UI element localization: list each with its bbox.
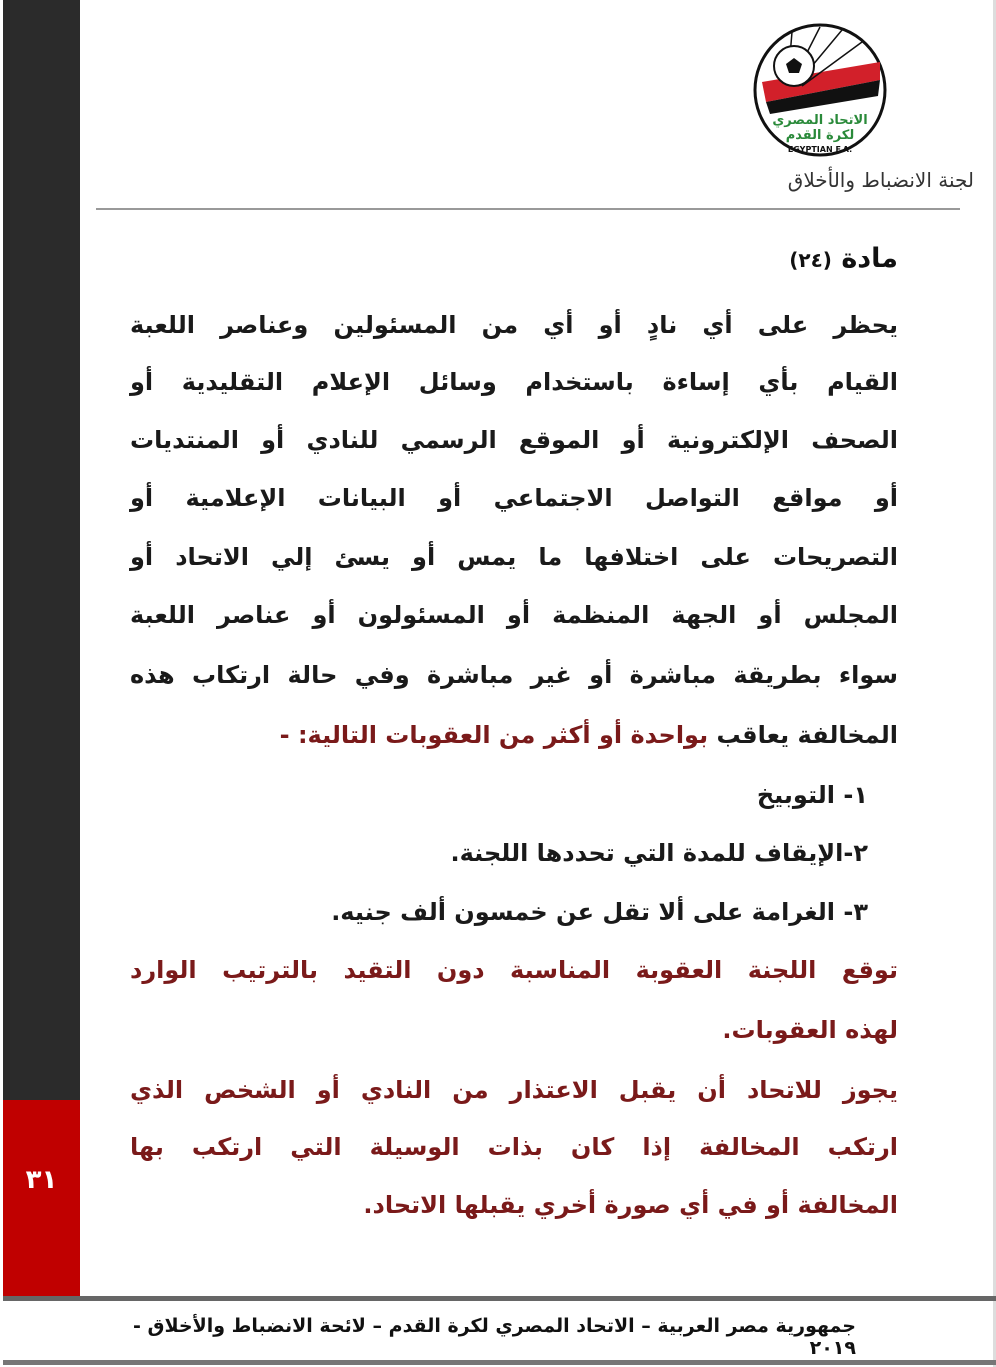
body-line: يحظر على أي نادٍ أو أي من المسئولين وعناصر اللعبة: [130, 311, 898, 339]
body-line: القيام بأي إساءة باستخدام وسائل الإعلام التقليدية أو: [130, 368, 898, 396]
body-line: المجلس أو الجهة المنظمة أو المسئولون أو عناصر اللعبة: [130, 601, 898, 629]
committee-name: لجنة الانضباط والأخلاق: [787, 168, 974, 192]
footer-divider-bottom: [3, 1360, 996, 1365]
footer-divider-top: [3, 1296, 996, 1301]
body-line-red: يجوز للاتحاد أن يقبل الاعتذار من النادي أو الشخص الذي: [130, 1076, 898, 1104]
article-number: (٢٤): [789, 248, 832, 272]
svg-text:لكرة القدم: لكرة القدم: [785, 128, 855, 143]
body-line: سواء بطريقة مباشرة أو غير مباشرة وفي حالة ارتكاب هذه: [130, 661, 898, 689]
penalty-intro-red: بواحدة أو أكثر من العقوبات التالية: -: [279, 721, 709, 749]
body-line-red: توقع اللجنة العقوبة المناسبة دون التقيد بالترتيب الوارد: [130, 956, 898, 984]
penalty-intro-black: المخالفة يعاقب: [716, 721, 898, 749]
sidebar-dark-band: [3, 0, 80, 1100]
article-title: مادة: [841, 243, 898, 274]
body-line: الصحف الإلكترونية أو الموقع الرسمي للنادي أو المنتديات: [130, 426, 898, 454]
penalty-intro: [130, 715, 898, 755]
body-line: التصريحات على اختلافها ما يمس أو يسئ إلي الاتحاد أو: [130, 543, 898, 571]
svg-text:الاتحاد المصري: الاتحاد المصري: [772, 113, 868, 128]
footer-text: جمهورية مصر العربية – الاتحاد المصري لكرة القدم – لائحة الانضباط والأخلاق - ٢٠١٩: [132, 1315, 856, 1359]
sidebar-red-band: [3, 1100, 80, 1296]
body-line: أو مواقع التواصل الاجتماعي أو البيانات الإعلامية أو: [130, 484, 898, 512]
penalty-item: ٢-الإيقاف للمدة التي تحددها اللجنة.: [450, 839, 868, 867]
penalty-item: ١- التوبيخ: [756, 781, 868, 809]
header-divider: [96, 208, 960, 210]
penalty-item: ٣- الغرامة على ألا تقل عن خمسون ألف جنيه.: [331, 898, 868, 926]
page-number: ٣١: [25, 1165, 58, 1195]
body-line-red: لهذه العقوبات.: [722, 1016, 898, 1044]
article-heading: [789, 243, 898, 274]
svg-text:EGYPTIAN F.A.: EGYPTIAN F.A.: [787, 145, 853, 154]
egyptian-fa-logo: [752, 22, 888, 158]
body-line-red: المخالفة أو في أي صورة أخري يقبلها الاتحاد.: [363, 1191, 898, 1219]
body-line-red: ارتكب المخالفة إذا كان بذات الوسيلة التي ارتكب بها: [130, 1133, 898, 1161]
